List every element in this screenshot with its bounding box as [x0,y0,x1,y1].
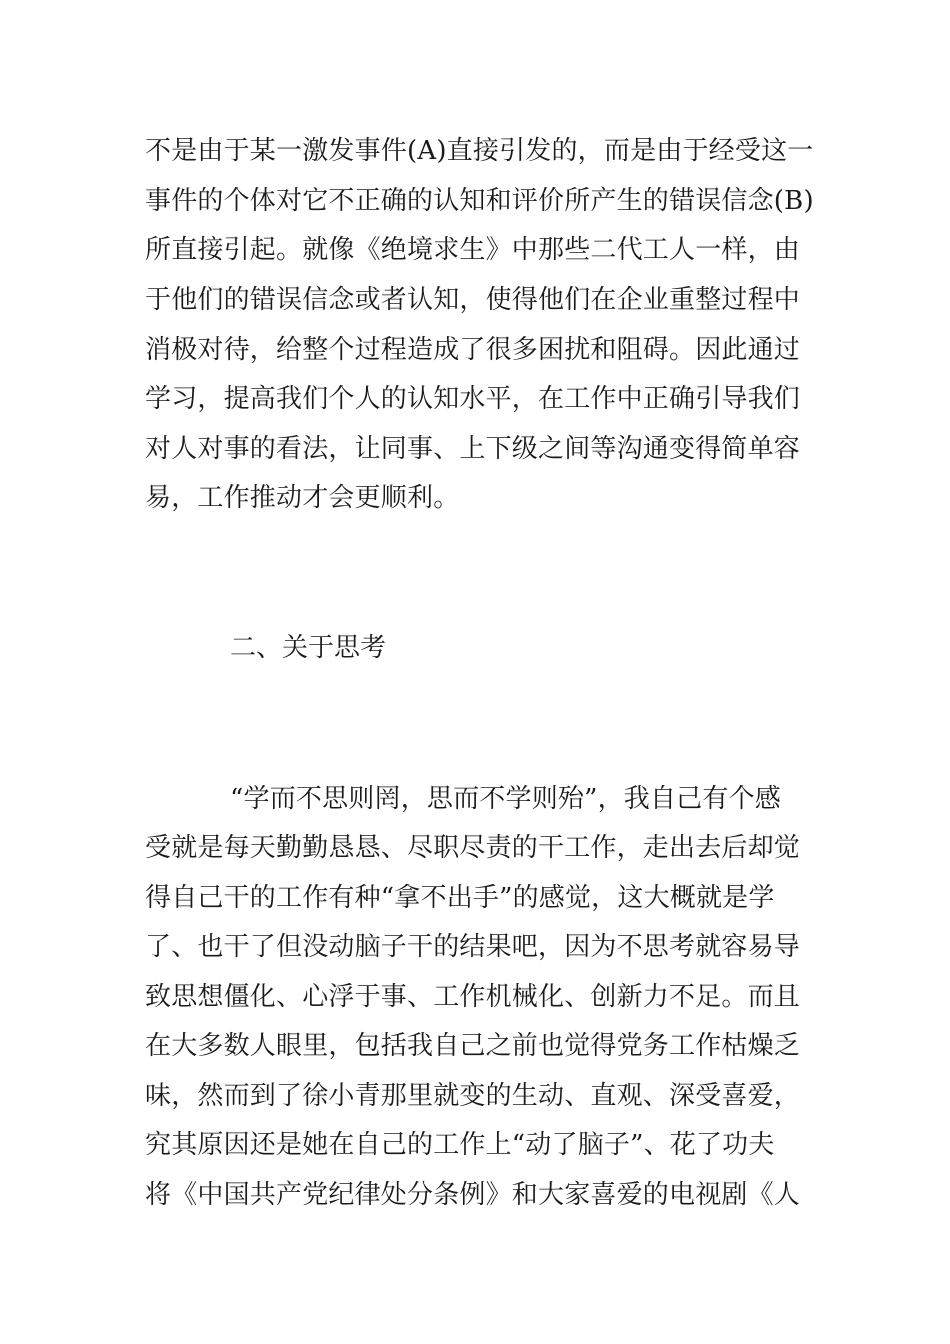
paragraph-line: 在大多数人眼里，包括我自己之前也觉得党务工作枯燥乏 [145,1031,801,1061]
paragraph-line: 味，然而到了徐小青那里就变的生动、直观、深受喜爱， [145,1081,801,1111]
paragraph-line: 学习，提高我们个人的认知水平，在工作中正确引导我们 [145,384,801,414]
paragraph-line: 受就是每天勤勤恳恳、尽职尽责的干工作，走出去后却觉 [145,833,801,863]
paragraph-line: 致思想僵化、心浮于事、工作机械化、创新力不足。而且 [145,982,801,1012]
paragraph-line: 得自己干的工作有种“拿不出手”的感觉，这大概就是学 [145,883,775,913]
paragraph-line: 易，工作推动才会更顺利。 [145,483,460,513]
paragraph-line: 对人对事的看法，让同事、上下级之间等沟通变得简单容 [145,434,801,464]
paragraph-line: 究其原因还是她在自己的工作上“动了脑子”、花了功夫 [145,1130,775,1160]
paragraph-line: “学而不思则罔，思而不学则殆”，我自己有个感 [230,784,781,814]
paragraph-line: 消极对待，给整个过程造成了很多困扰和阻碍。因此通过 [145,335,801,365]
paragraph-line: 不是由于某一激发事件(A)直接引发的，而是由于经受这一 [145,136,814,166]
paragraph-line: 将《中国共产党纪律处分条例》和大家喜爱的电视剧《人 [145,1180,801,1210]
paragraph-line: 于他们的错误信念或者认知，使得他们在企业重整过程中 [145,285,801,315]
paragraph-line: 事件的个体对它不正确的认知和评价所产生的错误信念(B) [145,186,814,216]
paragraph-line: 了、也干了但没动脑子干的结果吧，因为不思考就容易导 [145,932,801,962]
section-heading: 二、关于思考 [230,633,387,663]
paragraph-line: 所直接引起。就像《绝境求生》中那些二代工人一样，由 [145,235,801,265]
